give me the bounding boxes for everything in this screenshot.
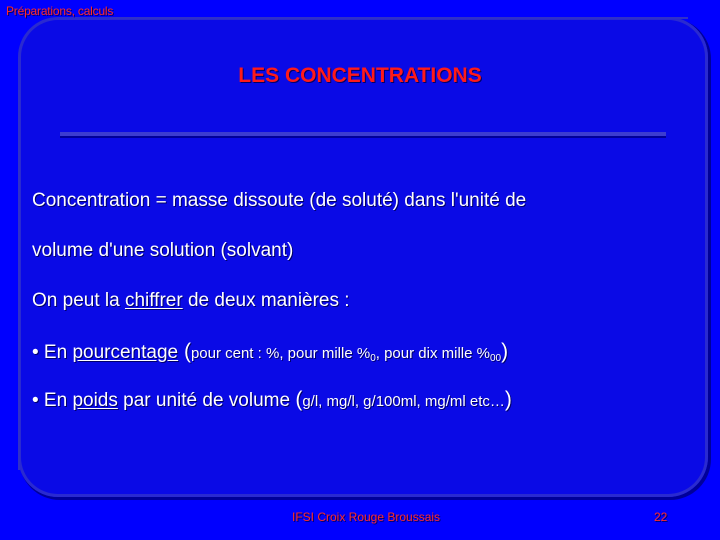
bullet2-open-paren: ( [295,388,303,411]
intro-line [32,290,350,312]
bullet2-close-paren: ) [504,388,512,411]
footer-institution: IFSI Croix Rouge Broussais [292,510,441,524]
bullet-weight [32,388,512,412]
bullet1-sub2: 00 [489,353,502,364]
page-title: LES CONCENTRATIONS [238,64,482,87]
bullet1-sub1: 0 [370,353,376,364]
definition-line-2 [32,240,293,262]
intro-underlined: chiffrer [124,290,183,311]
bullet1-detail: pour cent : %, pour mille % [190,345,371,362]
frame-left-line [18,90,20,470]
intro-after: de deux manières : [182,290,350,311]
definition-term: Concentration [32,190,151,211]
bullet1-detail2: , pour dix mille % [375,345,490,362]
bullet2-text: par unité de volume [117,390,296,411]
frame-top-line [110,17,688,19]
bullet1-open-paren: ( [178,340,191,363]
definition-text-2: volume d'une solution (solvant) [32,240,294,261]
bullet-percentage [32,340,508,364]
section-header: Préparations, calculs [6,4,114,18]
definition-line-1 [32,190,526,212]
intro-before: On peut la [32,290,125,311]
title-divider [60,132,666,136]
page-number: 22 [654,510,668,524]
bullet2-marker: • En [32,390,73,411]
bullet2-detail: g/l, mg/l, g/100ml, mg/ml etc… [302,393,505,410]
bullet2-underlined: poids [72,390,118,411]
bullet1-close-paren: ) [501,340,509,363]
definition-text-1: = masse dissoute (de soluté) dans l'unité de [150,190,527,211]
bullet1-underlined: pourcentage [72,342,179,363]
bullet1-marker: • En [32,342,73,363]
